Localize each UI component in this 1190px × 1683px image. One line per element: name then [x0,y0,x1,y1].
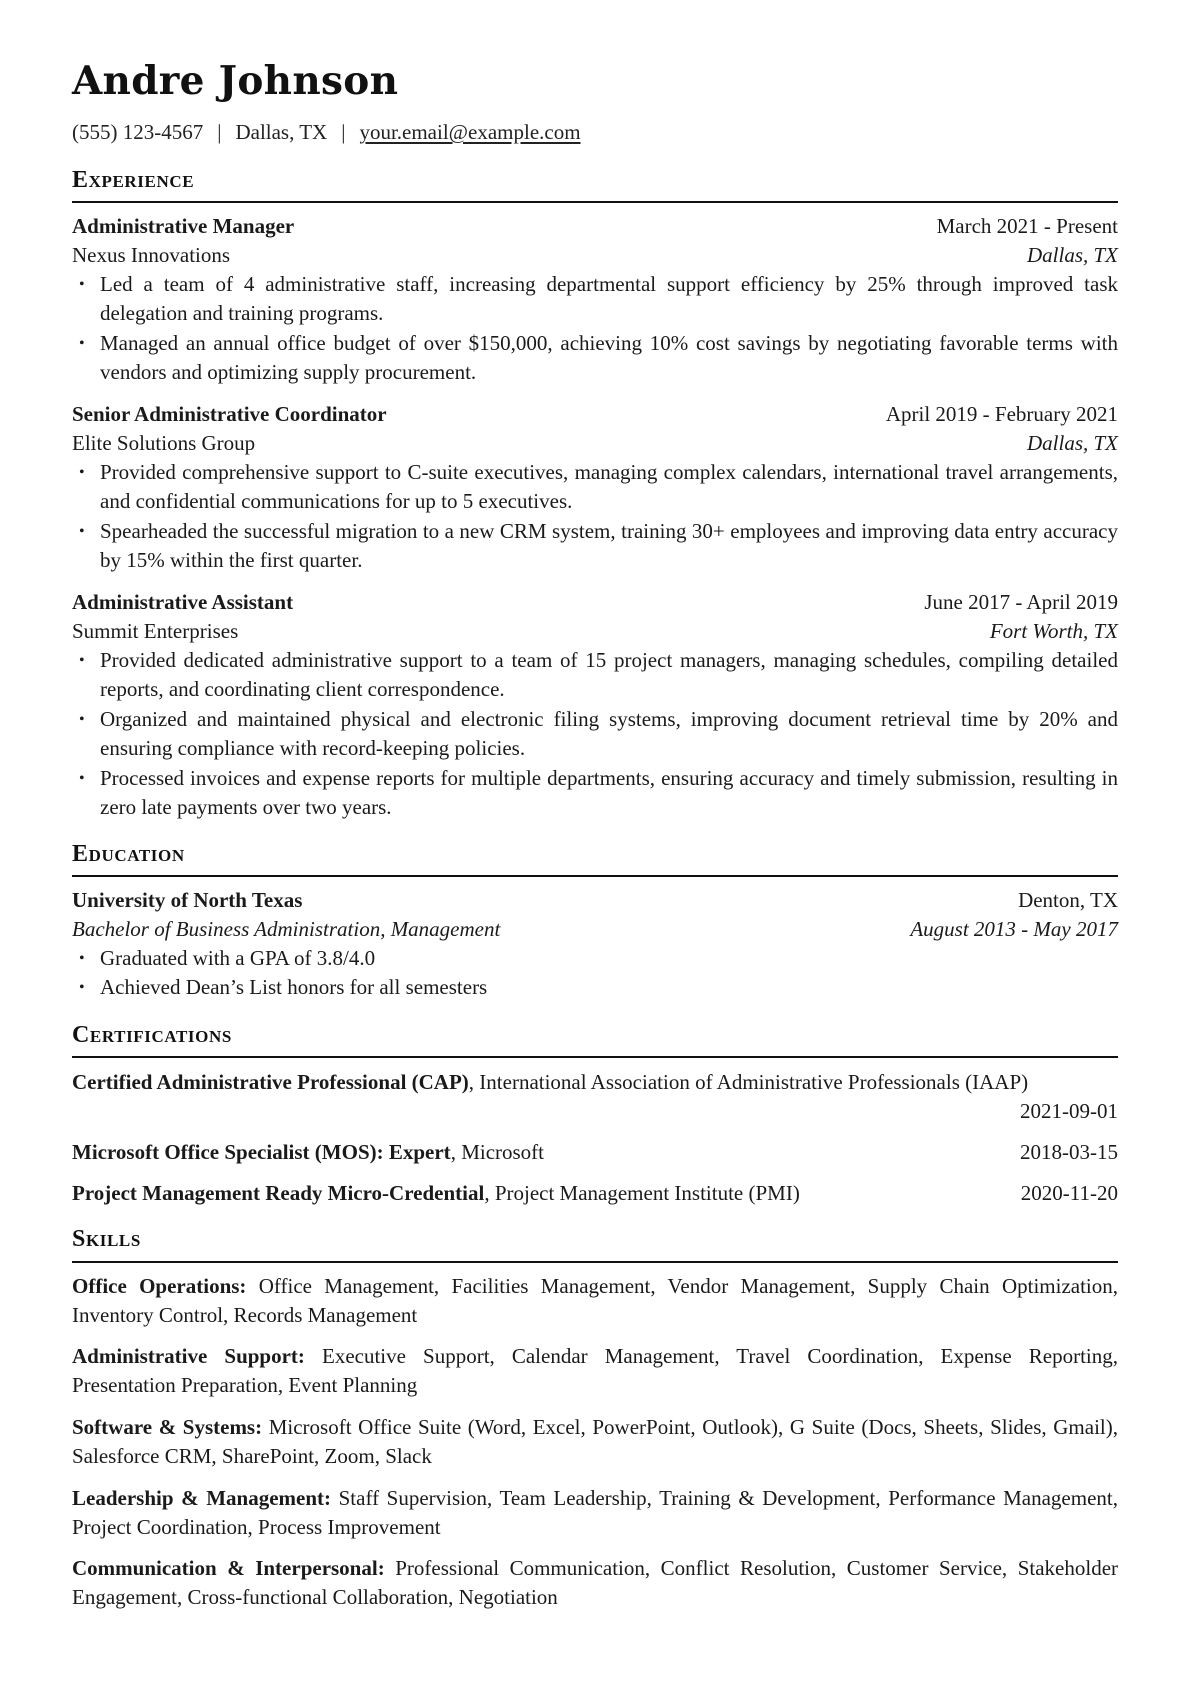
school-name: University of North Texas [72,888,303,912]
skill-list: Staff Supervision, Team Leadership, Training & Development, Performance Management, Project Coordination, Process Improvement [72,1486,1118,1540]
education-subheader [72,915,1118,944]
skill-category [72,1484,1118,1543]
job-header [72,588,1118,617]
job-subheader [72,241,1118,270]
section-title-education: Education [72,841,185,867]
section-divider [72,1261,1118,1263]
contact-line [72,120,581,145]
phone-number: (555) 123-4567 [72,120,204,144]
education-bullet: • Graduated with a GPA of 3.8/4.0 [100,944,1118,973]
certification-name: Certified Administrative Professional (CAP) [72,1070,469,1094]
job-header [72,400,1118,429]
job-location: Dallas, TX [1026,431,1118,455]
section-divider [72,201,1118,203]
skill-list: Microsoft Office Suite (Word, Excel, PowerPoint, Outlook), G Suite (Docs, Sheets, Slides, Gmail), Salesforce CRM, SharePoint, Zoom, Slack [72,1415,1118,1469]
education-bullet: • Achieved Dean’s List honors for all semesters [100,973,1118,1002]
certification-entry [72,1179,1118,1208]
job-dates: March 2021 - Present [936,214,1118,238]
certification-issuer: , International Association of Administrative Professionals (IAAP) [468,1070,1029,1094]
skill-category [72,1413,1118,1472]
candidate-name: Andre Johnson [72,58,399,104]
location: Dallas, TX [235,120,328,144]
job-bullet: • Spearheaded the successful migration to a new CRM system, training 30+ employees and improving data entry accuracy by 15% within the first quarter. [100,517,1118,576]
skill-label: Office Operations: [72,1274,247,1298]
section-divider [72,1056,1118,1058]
job-dates: April 2019 - February 2021 [885,402,1118,426]
certification-date: 2021-09-01 [1020,1099,1118,1123]
section-title-certifications: Certifications [72,1022,232,1048]
skill-category [72,1272,1118,1331]
job-title: Senior Administrative Coordinator [72,402,387,426]
certification-name: Project Management Ready Micro-Credential [72,1181,485,1205]
section-divider [72,875,1118,877]
job-bullet: • Led a team of 4 administrative staff, increasing departmental support efficiency by 25% through improved task delegation and training programs. [100,270,1118,329]
certification-date: 2020-11-20 [1020,1181,1118,1205]
separator: | [217,120,222,144]
email-link[interactable]: your.email@example.com [359,120,581,144]
degree: Bachelor of Business Administration, Management [72,917,501,941]
job-bullet: • Managed an annual office budget of over $150,000, achieving 10% cost savings by negotiating favorable terms with vendors and optimizing supply procurement. [100,329,1118,388]
section-title-skills: Skills [72,1226,141,1252]
company-name: Elite Solutions Group [72,431,256,455]
certification-date: 2018-03-15 [1020,1140,1118,1164]
skill-label: Leadership & Management: [72,1486,332,1510]
skill-category [72,1342,1118,1401]
job-subheader [72,617,1118,646]
skill-list: Office Management, Facilities Management, Vendor Management, Supply Chain Optimization, Inventory Control, Records Management [72,1274,1119,1328]
job-location: Fort Worth, TX [989,619,1118,643]
skill-label: Communication & Interpersonal: [72,1556,385,1580]
job-title: Administrative Manager [72,214,295,238]
job-subheader [72,429,1118,458]
certification-name: Microsoft Office Specialist (MOS): Expert [72,1140,451,1164]
certification-issuer: , Microsoft [450,1140,545,1164]
skill-label: Administrative Support: [72,1344,305,1368]
education-dates: August 2013 - May 2017 [910,917,1118,941]
company-name: Summit Enterprises [72,619,239,643]
skill-list: Professional Communication, Conflict Resolution, Customer Service, Stakeholder Engagement, Cross-functional Collaboration, Negotiation [72,1556,1119,1610]
certification-entry [72,1068,1118,1127]
job-bullet: • Provided dedicated administrative support to a team of 15 project managers, managing schedules, compiling detailed reports, and coordinating client correspondence. [100,646,1118,705]
company-name: Nexus Innovations [72,243,231,267]
job-bullet: • Processed invoices and expense reports for multiple departments, ensuring accuracy and timely submission, resulting in zero late payments over two years. [100,764,1118,823]
job-location: Dallas, TX [1026,243,1118,267]
job-bullet: • Organized and maintained physical and electronic filing systems, improving document retrieval time by 20% and ensuring compliance with record-keeping policies. [100,705,1118,764]
skill-label: Software & Systems: [72,1415,263,1439]
section-title-experience: Experience [72,167,195,193]
certification-entry [72,1138,1118,1167]
education-header [72,886,1118,915]
job-header [72,212,1118,241]
job-title: Administrative Assistant [72,590,294,614]
separator: | [341,120,346,144]
skill-category [72,1554,1118,1613]
certification-issuer: , Project Management Institute (PMI) [484,1181,800,1205]
skill-list: Executive Support, Calendar Management, Travel Coordination, Expense Reporting, Presentation Preparation, Event Planning [72,1344,1118,1398]
school-location: Denton, TX [1018,888,1118,912]
job-dates: June 2017 - April 2019 [924,590,1118,614]
job-bullet: • Provided comprehensive support to C-suite executives, managing complex calendars, international travel arrangements, and confidential communications for up to 5 executives. [100,458,1118,517]
